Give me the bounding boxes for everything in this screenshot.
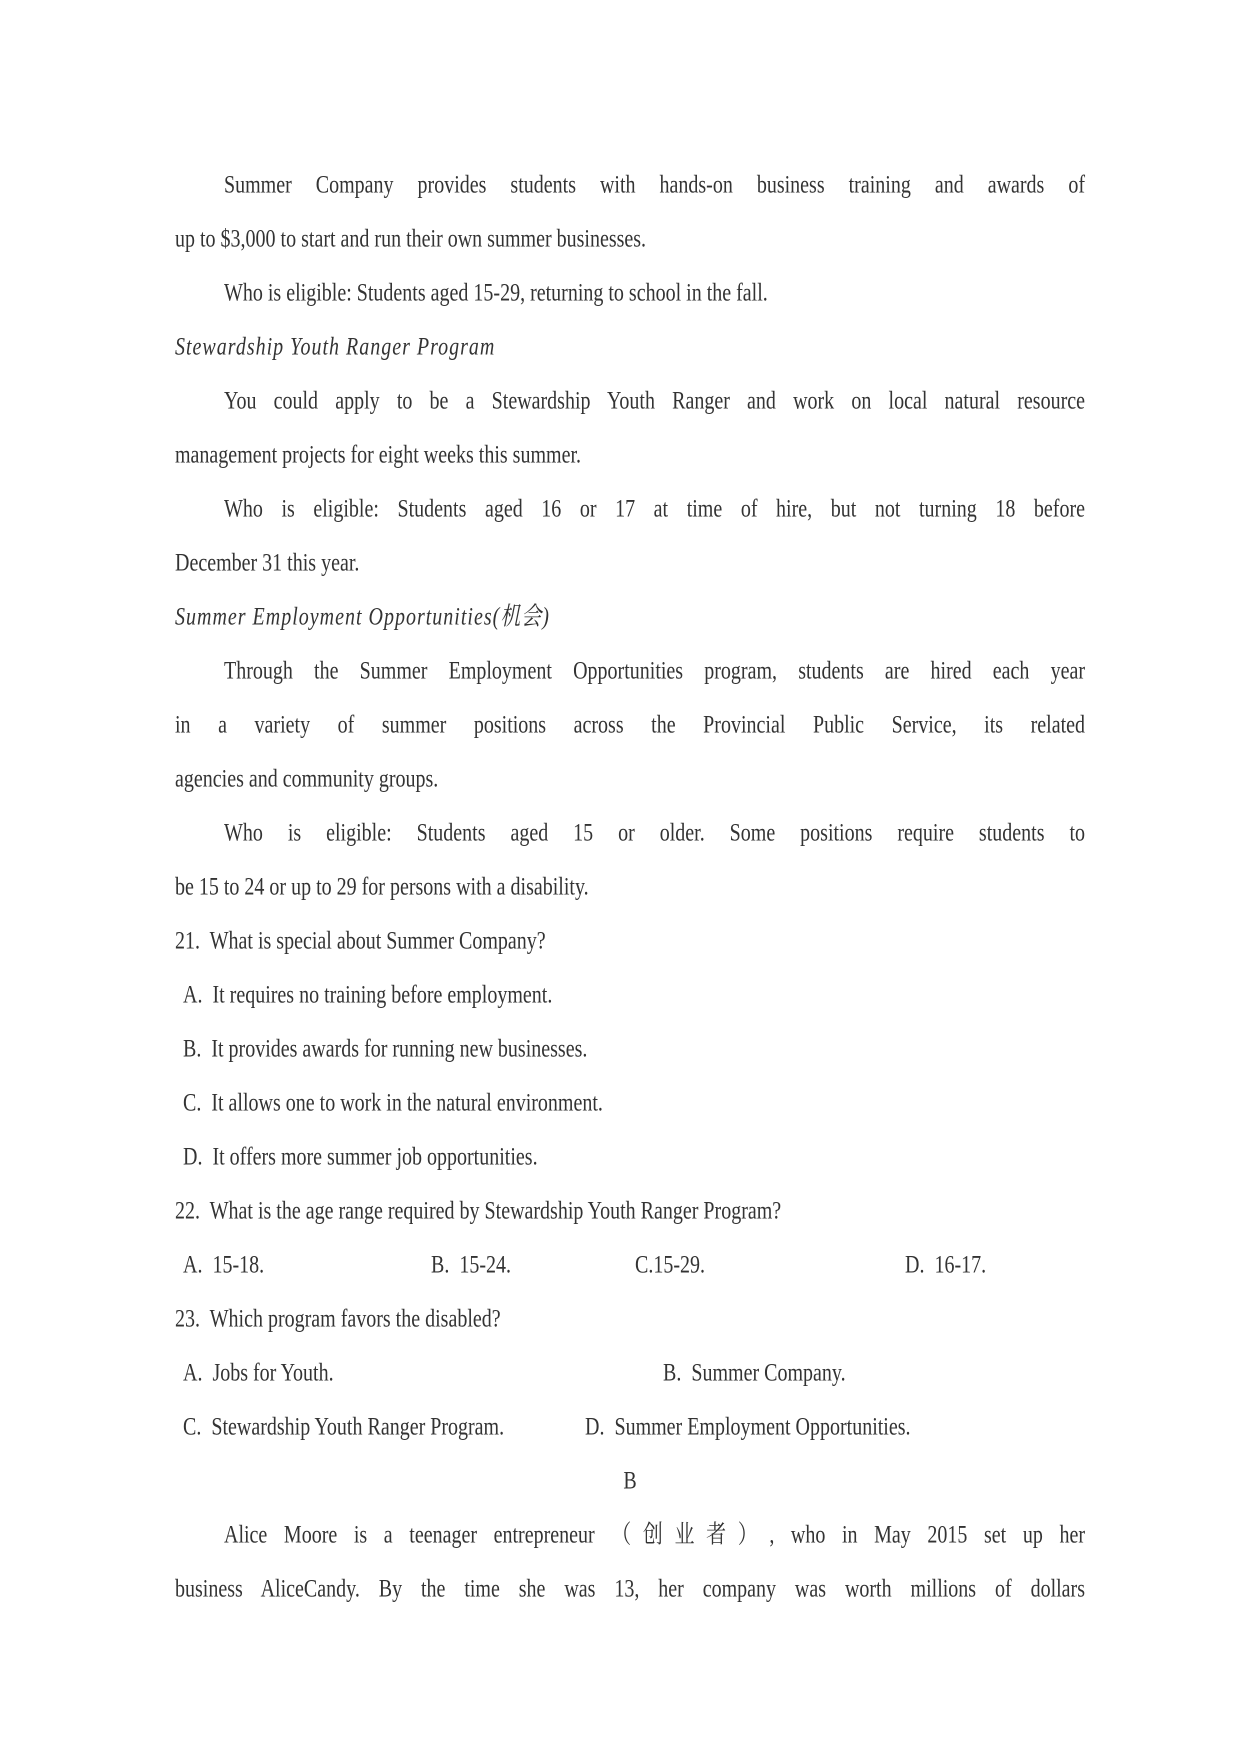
option-cell: B. Summer Company. (663, 1359, 846, 1387)
question-21: 21. What is special about Summer Company? (175, 927, 546, 955)
question-22: 22. What is the age range required by Stewardship Youth Ranger Program? (175, 1197, 782, 1225)
passage-line: agencies and community groups. (175, 765, 439, 793)
passage-line: business AliceCandy. By the time she was 13, her company was worth millions of dollars (175, 1575, 1085, 1603)
option-cell: D. 16-17. (905, 1251, 987, 1279)
section-b-heading: B (623, 1467, 637, 1495)
option-cell: D. Summer Employment Opportunities. (585, 1413, 911, 1441)
option-cell: A. 15-18. (183, 1251, 265, 1279)
passage-line: Who is eligible: Students aged 15-29, returning to school in the fall. (224, 279, 768, 307)
passage-line: management projects for eight weeks this summer. (175, 441, 582, 469)
passage-line: You could apply to be a Stewardship Youth Ranger and work on local natural resource (224, 387, 1085, 415)
question-21-option-b: B. It provides awards for running new businesses. (183, 1035, 588, 1063)
passage-line: Summer Company provides students with hands-on business training and awards of (224, 171, 1085, 199)
option-cell: C.15-29. (635, 1251, 705, 1279)
passage-line: Alice Moore is a teenager entrepreneur （创业者）, who in May 2015 set up her (224, 1521, 1085, 1549)
text-block (175, 158, 1085, 1616)
passage-line: Through the Summer Employment Opportunities program, students are hired each year (224, 657, 1085, 685)
passage-line: Who is eligible: Students aged 15 or older. Some positions require students to (224, 819, 1085, 847)
option-cell: A. Jobs for Youth. (183, 1359, 334, 1387)
question-21-option-a: A. It requires no training before employment. (183, 981, 553, 1009)
passage-line: up to $3,000 to start and run their own summer businesses. (175, 225, 647, 253)
option-cell: C. Stewardship Youth Ranger Program. (183, 1413, 505, 1441)
program-heading: Summer Employment Opportunities(机会) (175, 603, 550, 631)
passage-line: be 15 to 24 or up to 29 for persons with a disability. (175, 873, 589, 901)
passage-line: Who is eligible: Students aged 16 or 17 at time of hire, but not turning 18 before (224, 495, 1085, 523)
option-cell: B. 15-24. (431, 1251, 511, 1279)
question-21-option-d: D. It offers more summer job opportunities. (183, 1143, 538, 1171)
passage-line: December 31 this year. (175, 549, 360, 577)
question-21-option-c: C. It allows one to work in the natural environment. (183, 1089, 603, 1117)
passage-line: in a variety of summer positions across the Provincial Public Service, its related (175, 711, 1085, 739)
program-heading: Stewardship Youth Ranger Program (175, 333, 496, 361)
question-23: 23. Which program favors the disabled? (175, 1305, 501, 1333)
